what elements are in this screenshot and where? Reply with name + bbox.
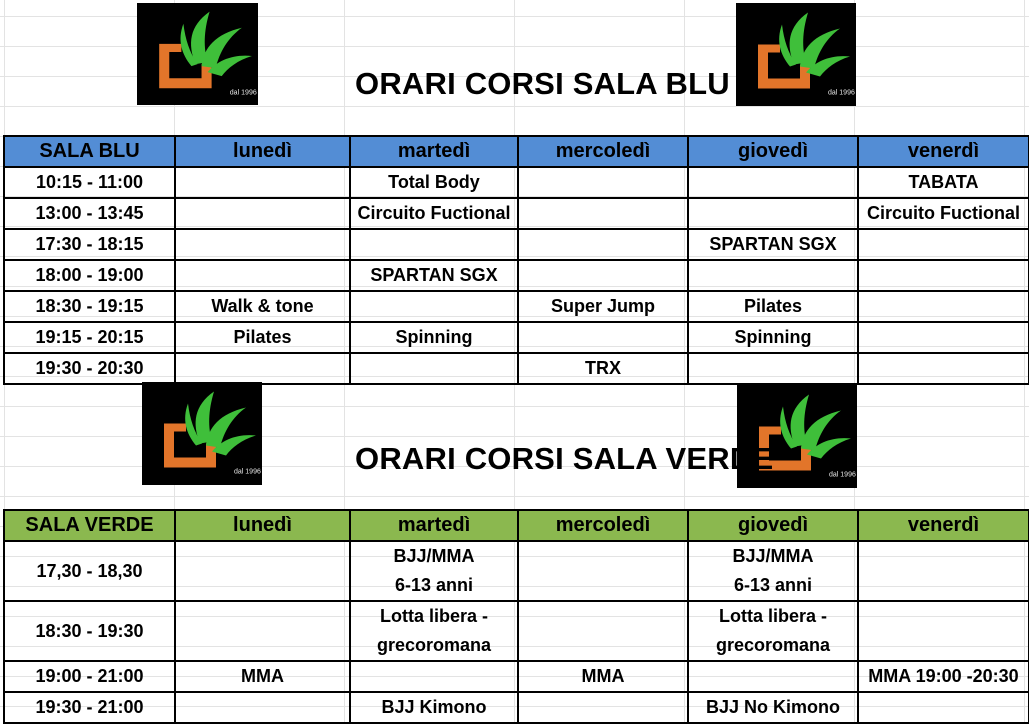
club-logo: [736, 3, 856, 106]
class-cell: [518, 601, 688, 661]
class-cell: Super Jump: [518, 291, 688, 322]
class-cell: [518, 229, 688, 260]
logo-graphic: [137, 3, 258, 105]
table-row: [4, 661, 1029, 692]
class-cell: [175, 198, 350, 229]
time-slot-cell: 13:00 - 13:45: [4, 198, 175, 229]
class-cell: [858, 692, 1029, 723]
day-header-cell: lunedì: [175, 136, 350, 167]
day-header-cell: mercoledì: [518, 510, 688, 541]
class-cell: Total Body: [350, 167, 518, 198]
class-cell: [518, 541, 688, 601]
time-slot-cell: 18:30 - 19:30: [4, 601, 175, 661]
class-cell-line: Lotta libera -: [718, 606, 827, 626]
class-cell: [175, 692, 350, 723]
time-slot-cell: 19:30 - 21:00: [4, 692, 175, 723]
class-cell: Pilates: [688, 291, 858, 322]
class-cell: [858, 353, 1029, 384]
club-logo: [137, 3, 258, 105]
class-cell: [350, 229, 518, 260]
class-cell: [688, 167, 858, 198]
day-header-cell: venerdì: [858, 136, 1029, 167]
class-cell: [350, 291, 518, 322]
class-cell: [858, 229, 1029, 260]
table-row: [4, 601, 1029, 661]
class-cell-line: 6-13 anni: [733, 575, 813, 595]
time-slot-cell: 18:30 - 19:15: [4, 291, 175, 322]
class-cell: [688, 198, 858, 229]
class-cell: TRX: [518, 353, 688, 384]
table-row: [4, 167, 1029, 198]
table-row: [4, 260, 1029, 291]
class-cell: [858, 322, 1029, 353]
class-cell-line: grecoromana: [376, 635, 492, 655]
sala-verde-schedule-table: [3, 509, 1029, 724]
day-header-cell: martedì: [350, 510, 518, 541]
logo-caption: dal 1996: [829, 471, 856, 479]
class-cell: BJJ Kimono: [350, 692, 518, 723]
class-cell: TABATA: [858, 167, 1029, 198]
class-cell: [175, 167, 350, 198]
class-cell-line: 6-13 anni: [394, 575, 474, 595]
time-slot-cell: 17,30 - 18,30: [4, 541, 175, 601]
class-cell: [688, 541, 858, 601]
time-slot-cell: 19:00 - 21:00: [4, 661, 175, 692]
table-row: [4, 291, 1029, 322]
class-cell: MMA: [518, 661, 688, 692]
class-cell: [858, 291, 1029, 322]
class-cell: [518, 692, 688, 723]
class-cell-line: grecoromana: [715, 635, 831, 655]
class-cell: [350, 353, 518, 384]
day-header-cell: lunedì: [175, 510, 350, 541]
time-slot-cell: 10:15 - 11:00: [4, 167, 175, 198]
class-cell: [858, 601, 1029, 661]
class-cell: [175, 353, 350, 384]
class-cell: Walk & tone: [175, 291, 350, 322]
class-cell: [858, 260, 1029, 291]
table-row: [4, 229, 1029, 260]
sala-blu-schedule-table: [3, 135, 1029, 385]
room-header-cell: SALA BLU: [4, 136, 175, 167]
class-cell: [518, 322, 688, 353]
class-cell: [350, 541, 518, 601]
logo-graphic: [736, 3, 856, 106]
class-cell: [688, 601, 858, 661]
day-header-cell: mercoledì: [518, 136, 688, 167]
logo-caption: dal 1996: [234, 468, 261, 476]
table-row: [4, 541, 1029, 601]
table-header-row: [4, 136, 1029, 167]
logo-caption: dal 1996: [828, 89, 855, 97]
class-cell: MMA: [175, 661, 350, 692]
class-cell: [518, 198, 688, 229]
table-row: [4, 353, 1029, 384]
class-cell: SPARTAN SGX: [688, 229, 858, 260]
class-cell: BJJ No Kimono: [688, 692, 858, 723]
class-cell: [175, 229, 350, 260]
table-row: [4, 198, 1029, 229]
class-cell: Circuito Fuctional: [350, 198, 518, 229]
class-cell: [175, 260, 350, 291]
class-cell: [350, 661, 518, 692]
class-cell: [518, 260, 688, 291]
class-cell: Circuito Fuctional: [858, 198, 1029, 229]
class-cell: MMA 19:00 -20:30: [858, 661, 1029, 692]
table-header-row: [4, 510, 1029, 541]
class-cell-line: BJJ/MMA: [732, 546, 814, 566]
class-cell-line: Lotta libera -: [379, 606, 488, 626]
table-row: [4, 322, 1029, 353]
class-cell: SPARTAN SGX: [350, 260, 518, 291]
class-cell: [688, 661, 858, 692]
time-slot-cell: 18:00 - 19:00: [4, 260, 175, 291]
day-header-cell: giovedì: [688, 510, 858, 541]
day-header-cell: venerdì: [858, 510, 1029, 541]
class-cell: Spinning: [688, 322, 858, 353]
class-cell: [688, 353, 858, 384]
class-cell: Spinning: [350, 322, 518, 353]
logo-caption: dal 1996: [229, 89, 257, 97]
day-header-cell: giovedì: [688, 136, 858, 167]
class-cell: [688, 260, 858, 291]
class-cell: [518, 167, 688, 198]
day-header-cell: martedì: [350, 136, 518, 167]
sala-verde-title: ORARI CORSI SALA VERDE: [355, 441, 774, 476]
class-cell-line: BJJ/MMA: [393, 546, 475, 566]
time-slot-cell: 19:15 - 20:15: [4, 322, 175, 353]
logo-graphic: [142, 382, 262, 485]
class-cell: [858, 541, 1029, 601]
club-logo: [142, 382, 262, 485]
room-header-cell: SALA VERDE: [4, 510, 175, 541]
class-cell: [175, 541, 350, 601]
sala-blu-title: ORARI CORSI SALA BLU: [355, 66, 730, 101]
table-row: [4, 692, 1029, 723]
time-slot-cell: 19:30 - 20:30: [4, 353, 175, 384]
class-cell: [175, 601, 350, 661]
time-slot-cell: 17:30 - 18:15: [4, 229, 175, 260]
class-cell: [350, 601, 518, 661]
class-cell: Pilates: [175, 322, 350, 353]
